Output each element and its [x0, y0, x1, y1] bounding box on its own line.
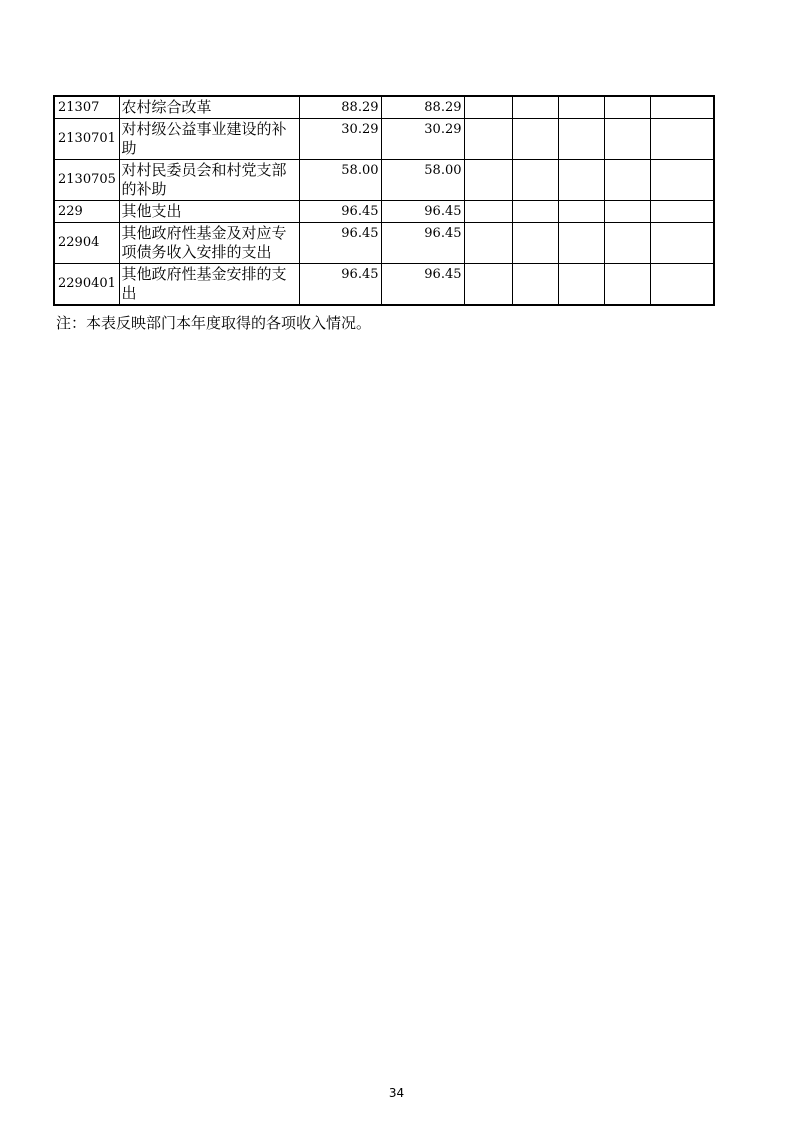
empty-cell [604, 223, 650, 264]
table-row [54, 96, 714, 119]
row-amount-1: 58.00 [299, 160, 381, 201]
empty-cell [650, 201, 714, 223]
empty-cell [558, 223, 604, 264]
row-code: 229 [54, 201, 119, 223]
row-code: 22904 [54, 223, 119, 264]
table-note: 注：本表反映部门本年度取得的各项收入情况。 [56, 314, 372, 332]
empty-cell [650, 160, 714, 201]
budget-table [53, 95, 715, 306]
empty-cell [512, 119, 558, 160]
row-amount-1: 30.29 [299, 119, 381, 160]
table-row [54, 264, 714, 306]
row-amount-2: 30.29 [381, 119, 464, 160]
row-name: 对村级公益事业建设的补助 [119, 119, 299, 160]
empty-cell [650, 96, 714, 119]
page-number: 34 [388, 1086, 405, 1100]
empty-cell [604, 160, 650, 201]
empty-cell [650, 264, 714, 306]
table-row [54, 223, 714, 264]
row-name: 其他支出 [119, 201, 299, 223]
empty-cell [464, 223, 512, 264]
empty-cell [464, 119, 512, 160]
row-code: 2130705 [54, 160, 119, 201]
row-amount-1: 96.45 [299, 201, 381, 223]
row-amount-2: 96.45 [381, 223, 464, 264]
empty-cell [464, 201, 512, 223]
row-amount-2: 96.45 [381, 201, 464, 223]
row-name: 其他政府性基金及对应专项债务收入安排的支出 [119, 223, 299, 264]
empty-cell [650, 223, 714, 264]
empty-cell [464, 160, 512, 201]
empty-cell [604, 119, 650, 160]
empty-cell [512, 264, 558, 306]
empty-cell [512, 160, 558, 201]
row-code: 21307 [54, 96, 119, 119]
row-amount-1: 96.45 [299, 264, 381, 306]
empty-cell [604, 264, 650, 306]
row-amount-1: 96.45 [299, 223, 381, 264]
row-amount-2: 88.29 [381, 96, 464, 119]
empty-cell [512, 223, 558, 264]
row-amount-2: 96.45 [381, 264, 464, 306]
empty-cell [650, 119, 714, 160]
empty-cell [604, 201, 650, 223]
row-name: 对村民委员会和村党支部的补助 [119, 160, 299, 201]
content-area [53, 95, 714, 333]
table-row [54, 119, 714, 160]
table-row [54, 201, 714, 223]
row-code: 2130701 [54, 119, 119, 160]
empty-cell [558, 96, 604, 119]
empty-cell [512, 96, 558, 119]
empty-cell [512, 201, 558, 223]
table-row [54, 160, 714, 201]
empty-cell [558, 160, 604, 201]
empty-cell [558, 201, 604, 223]
row-name: 农村综合改革 [119, 96, 299, 119]
row-amount-1: 88.29 [299, 96, 381, 119]
row-amount-2: 58.00 [381, 160, 464, 201]
empty-cell [558, 264, 604, 306]
empty-cell [464, 264, 512, 306]
empty-cell [558, 119, 604, 160]
empty-cell [464, 96, 512, 119]
empty-cell [604, 96, 650, 119]
row-code: 2290401 [54, 264, 119, 306]
row-name: 其他政府性基金安排的支出 [119, 264, 299, 306]
